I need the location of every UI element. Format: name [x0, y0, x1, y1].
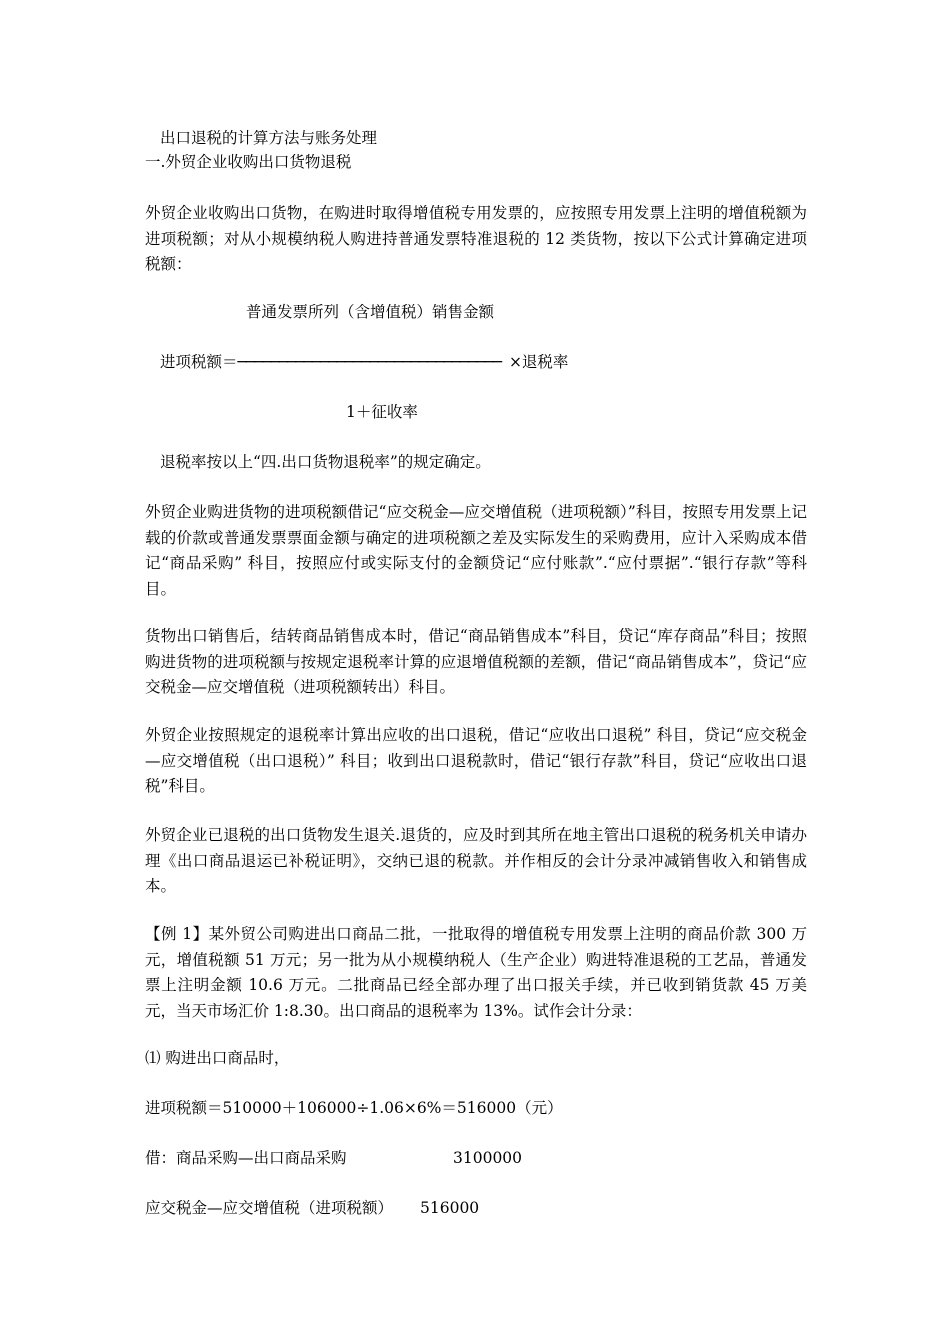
calc-input-tax: 进项税额＝510000＋106000÷1.06×6%＝516000（元）: [145, 1099, 563, 1117]
paragraph-sales-entry: 货物出口销售后，结转商品销售成本时，借记“商品销售成本”科目，贷记“库存商品”科目；按照购进货物的进项税额与按规定退税率计算的应退增值税额的差额，借记“商品销售成本”，贷记“应交税金—应交增值税（进项税额转出）科目。: [145, 627, 807, 696]
paragraph-rate-note: 退税率按以上“四.出口货物退税率”的规定确定。: [160, 453, 491, 471]
entry-debit-label: 借：商品采购—出口商品采购: [145, 1149, 347, 1167]
formula-line: [160, 350, 568, 374]
formula-rate: ×退税率: [508, 353, 569, 371]
formula-denominator: 1＋征收率: [346, 403, 418, 421]
entry-tax-amount: 516000: [420, 1199, 480, 1217]
entry-tax-label: 应交税金—应交增值税（进项税额）: [145, 1199, 394, 1217]
paragraph-refund-entry: 外贸企业按照规定的退税率计算出应收的出口退税，借记“应收出口退税” 科目，贷记“应交税金—应交增值税（出口退税）” 科目；收到出口退税款时，借记“银行存款”科目，贷记“应收出口退税”科目。: [145, 726, 807, 795]
paragraph-intro: 外贸企业收购出口货物，在购进时取得增值税专用发票的，应按照专用发票上注明的增值税额为进项税额；对从小规模纳税人购进持普通发票特准退税的 12 类货物，按以下公式计算确定进项税额：: [145, 204, 807, 273]
step-purchase: ⑴ 购进出口商品时，: [145, 1049, 290, 1067]
paragraph-return-entry: 外贸企业已退税的出口货物发生退关.退货的，应及时到其所在地主管出口退税的税务机关申请办理《出口商品退运已补税证明》，交纳已退的税款。并作相反的会计分录冲减销售收入和销售成本。: [145, 826, 807, 895]
paragraph-purchase-entry: 外贸企业购进货物的进项税额借记“应交税金—应交增值税（进项税额）”科目，按照专用发票上记载的价款或普通发票票面金额与确定的进项税额之差及实际发生的采购费用，应计入采购成本借记“商品采购” 科目，按照应付或实际支付的金额贷记“应付账款”.“应付票据”.“银行存款”等科目。: [145, 503, 807, 598]
formula-lhs: 进项税额＝: [160, 353, 238, 371]
formula-fraction-rule: ────────────────────────────────: [237, 353, 501, 371]
section-heading: 一.外贸企业收购出口货物退税: [145, 153, 352, 171]
formula-numerator: 普通发票所列（含增值税）销售金额: [246, 303, 495, 321]
entry-debit-amount: 3100000: [453, 1149, 523, 1167]
document-title: 出口退税的计算方法与账务处理: [160, 129, 378, 147]
paragraph-example: 【例 1】某外贸公司购进出口商品二批，一批取得的增值税专用发票上注明的商品价款 300 万元，增值税额 51 万元；另一批为从小规模纳税人（生产企业）购进特准退税的工艺品，普通发票上注明金额 10.6 万元。二批商品已经全部办理了出口报关手续，并已收到销货款 45 万美元，当天市场汇价 1:8.30。出口商品的退税率为 13%。试作会计分录：: [145, 925, 807, 1020]
